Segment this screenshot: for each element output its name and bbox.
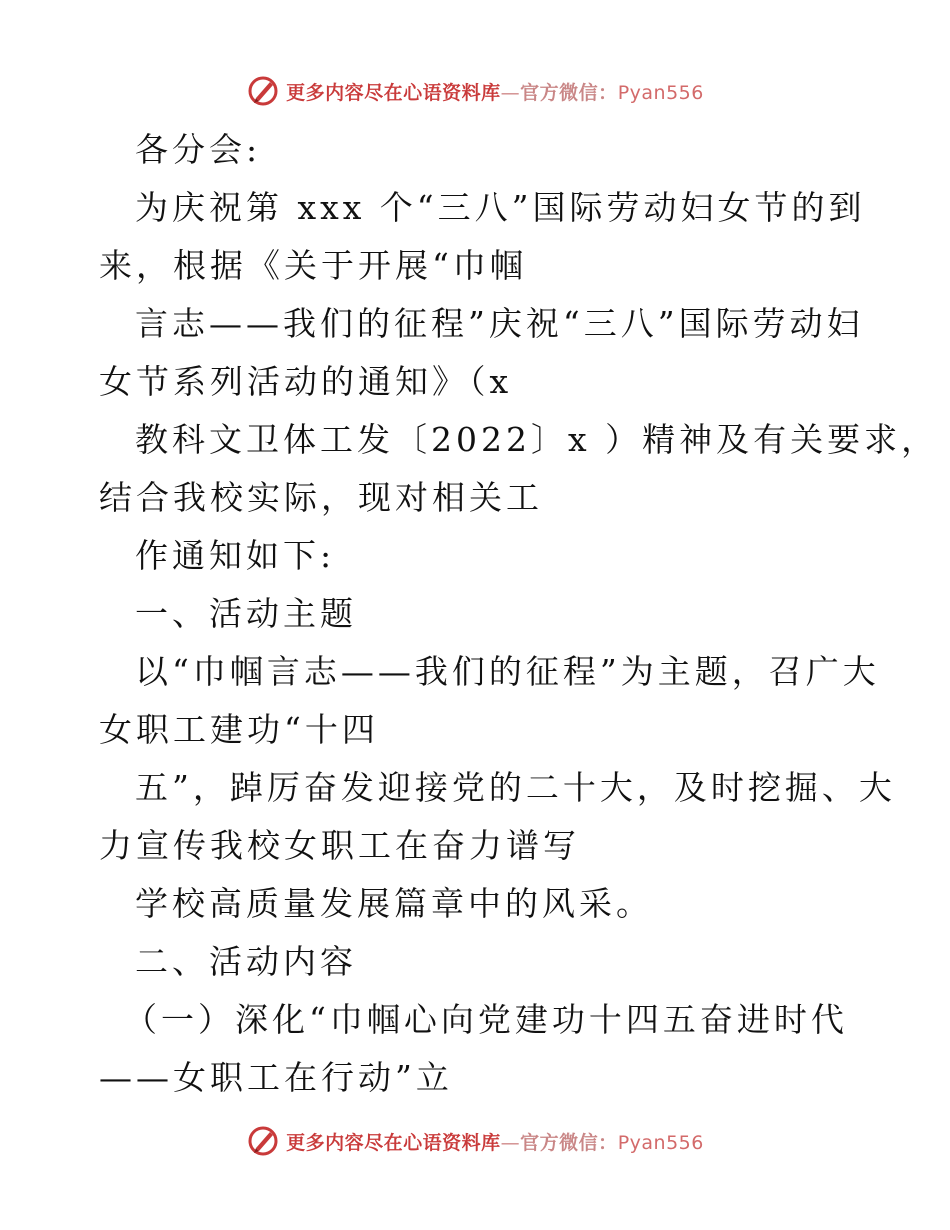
watermark-account-id: Pyan556 bbox=[617, 1131, 704, 1154]
text-line: 学校高质量发展篇章中的风采。 bbox=[135, 884, 653, 923]
text-line: 来，根据《关于开展“巾帼 bbox=[99, 246, 527, 285]
section-heading: 二、活动内容 bbox=[135, 942, 357, 981]
watermark-main-text: 更多内容尽在心语资料库 bbox=[286, 81, 501, 104]
text-line: 女节系列活动的通知》（x bbox=[99, 362, 513, 401]
text-line: ——女职工在行动”立 bbox=[99, 1058, 453, 1097]
text-line: 各分会: bbox=[135, 130, 262, 169]
watermark-official-text: 官方微信： bbox=[520, 81, 618, 104]
watermark-official-text: 官方微信： bbox=[520, 1131, 618, 1154]
text-line: 以“巾帼言志——我们的征程”为主题，召广大 bbox=[135, 652, 880, 691]
header-watermark bbox=[0, 71, 950, 111]
watermark-dash: — bbox=[500, 1131, 521, 1154]
quill-pen-circle-icon bbox=[246, 1124, 280, 1158]
subsection-heading: （一）深化“巾帼心向党建功十四五奋进时代 bbox=[124, 1000, 848, 1039]
quill-pen-circle-icon bbox=[246, 74, 280, 108]
text-line: 力宣传我校女职工在奋力谱写 bbox=[99, 826, 580, 865]
text-line: 五”，踔厉奋发迎接党的二十大，及时挖掘、大 bbox=[135, 768, 896, 807]
text-line: 结合我校实际，现对相关工 bbox=[99, 478, 543, 517]
text-line: 女职工建功“十四 bbox=[99, 710, 379, 749]
text-line: 言志——我们的征程”庆祝“三八”国际劳动妇 bbox=[135, 304, 864, 343]
footer-watermark bbox=[0, 1121, 950, 1161]
text-line: 教科文卫体工发〔2022〕x ）精神及有关要求， bbox=[135, 420, 939, 459]
text-line: 为庆祝第 xxx 个“三八”国际劳动妇女节的到 bbox=[135, 188, 866, 227]
watermark-main-text: 更多内容尽在心语资料库 bbox=[286, 1131, 501, 1154]
section-heading: 一、活动主题 bbox=[135, 594, 357, 633]
watermark-dash: — bbox=[500, 81, 521, 104]
watermark-account-id: Pyan556 bbox=[617, 81, 704, 104]
text-line: 作通知如下: bbox=[135, 536, 336, 575]
